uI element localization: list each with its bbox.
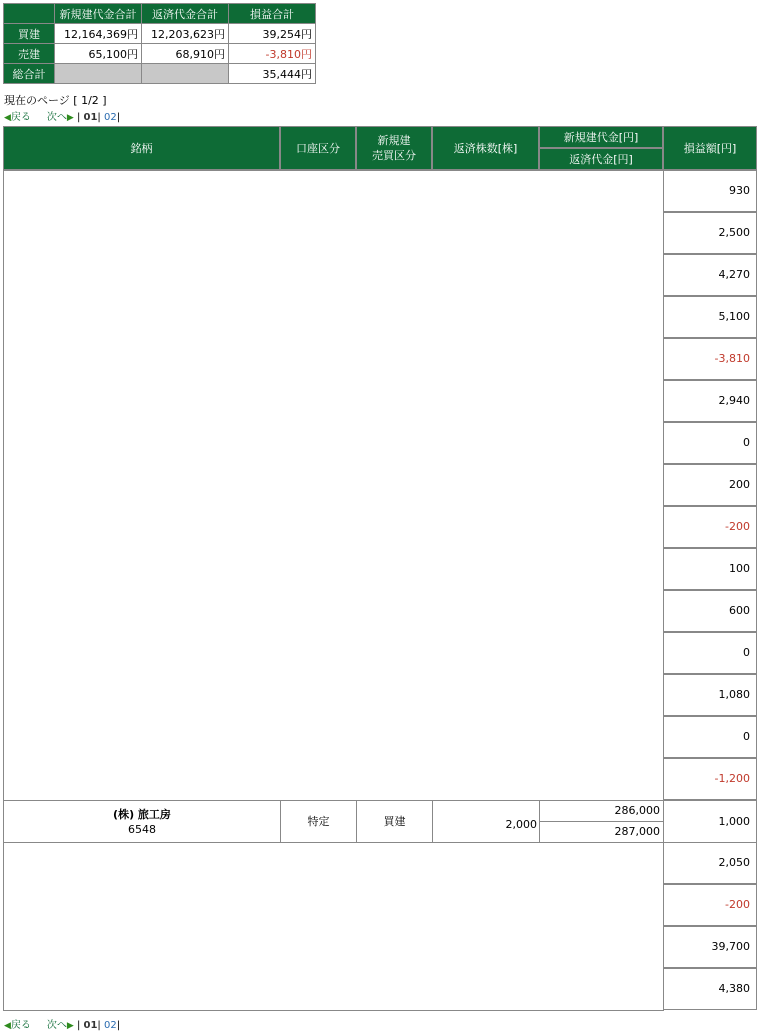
col-header-stock: 銘柄 [3,126,280,170]
pl-value: 0 [663,422,757,464]
pl-value: -200 [663,506,757,548]
pl-value: -3,810 [663,338,757,380]
summary-col-new-total: 新規建代金合計 [55,4,142,24]
pl-value: 100 [663,548,757,590]
pl-value: 200 [663,464,757,506]
pl-value: 4,270 [663,254,757,296]
summary-pl: -3,810円 [229,44,316,64]
pl-value: 2,940 [663,380,757,422]
left-triangle-icon: ◀ [4,113,11,123]
col-header-new-amount: 新規建代金[円] [539,126,663,148]
account-cell: 特定 [280,800,357,843]
page-indicator: 現在のページ [ 1/2 ] [4,94,107,107]
summary-repay-total: 12,203,623円 [142,24,229,44]
summary-col-pl: 損益合計 [229,4,316,24]
pager-separator: | [97,112,101,123]
pager-separator: | [116,1020,121,1031]
back-link[interactable]: 戻る [10,1020,31,1031]
pl-value: -200 [663,884,757,926]
pager-separator: | [76,112,81,123]
summary-empty-cell [55,64,142,84]
pager-top [4,108,120,123]
col-header-trade-type [356,126,432,170]
page-current: 01 [83,112,98,123]
repay-amount-cell: 287,000 [539,821,664,843]
summary-table [3,3,316,84]
pl-value: 600 [663,590,757,632]
summary-row-label: 総合計 [4,64,55,84]
pl-value: 2,500 [663,212,757,254]
summary-corner [4,4,55,24]
pager-separator: | [116,112,121,123]
summary-repay-total: 68,910円 [142,44,229,64]
pager-separator: | [97,1020,101,1031]
next-link[interactable]: 次へ [46,112,67,123]
col-header-pl: 損益額[円] [663,126,757,170]
summary-row-label: 売建 [4,44,55,64]
summary-grand-pl: 35,444円 [229,64,316,84]
pl-value: -1,200 [663,758,757,800]
shares-cell: 2,000 [432,800,540,843]
stock-code: 6548 [128,823,156,836]
col-header-repay-amount: 返済代金[円] [539,148,663,170]
summary-row-grand [4,64,316,84]
pager-separator: | [76,1020,81,1031]
stock-cell [3,800,281,843]
summary-col-repay-total: 返済代金合計 [142,4,229,24]
new-amount-cell: 286,000 [539,800,664,822]
pl-value: 0 [663,716,757,758]
summary-new-total: 12,164,369円 [55,24,142,44]
pl-value: 39,700 [663,926,757,968]
summary-header-row [4,4,316,24]
left-triangle-icon: ◀ [4,1021,11,1031]
pl-value: 930 [663,170,757,212]
pl-cell: 1,000 [663,800,757,843]
summary-empty-cell [142,64,229,84]
summary-pl: 39,254円 [229,24,316,44]
right-triangle-icon: ▶ [66,1021,74,1031]
pl-value: 5,100 [663,296,757,338]
stock-name[interactable]: (株) 旅工房 [113,808,171,821]
next-link[interactable]: 次へ [46,1020,67,1031]
summary-row-sell [4,44,316,64]
pl-value: 4,380 [663,968,757,1010]
trade-cell: 買建 [356,800,433,843]
summary-row-label: 買建 [4,24,55,44]
page-current: 01 [83,1020,98,1031]
pl-value: 2,050 [663,842,757,884]
pl-value: 1,080 [663,674,757,716]
summary-row-buy [4,24,316,44]
back-link[interactable]: 戻る [10,112,31,123]
col-header-trade-type-line2: 売買区分 [372,149,416,162]
data-area-blank-bottom [3,842,664,1011]
right-triangle-icon: ▶ [66,113,74,123]
page-link-02[interactable]: 02 [103,112,117,123]
pl-value: 0 [663,632,757,674]
summary-new-total: 65,100円 [55,44,142,64]
page-link-02[interactable]: 02 [103,1020,117,1031]
data-area-blank-top [3,170,664,801]
col-header-trade-type-line1: 新規建 [377,134,411,147]
col-header-account: 口座区分 [280,126,356,170]
col-header-shares: 返済株数[株] [432,126,539,170]
